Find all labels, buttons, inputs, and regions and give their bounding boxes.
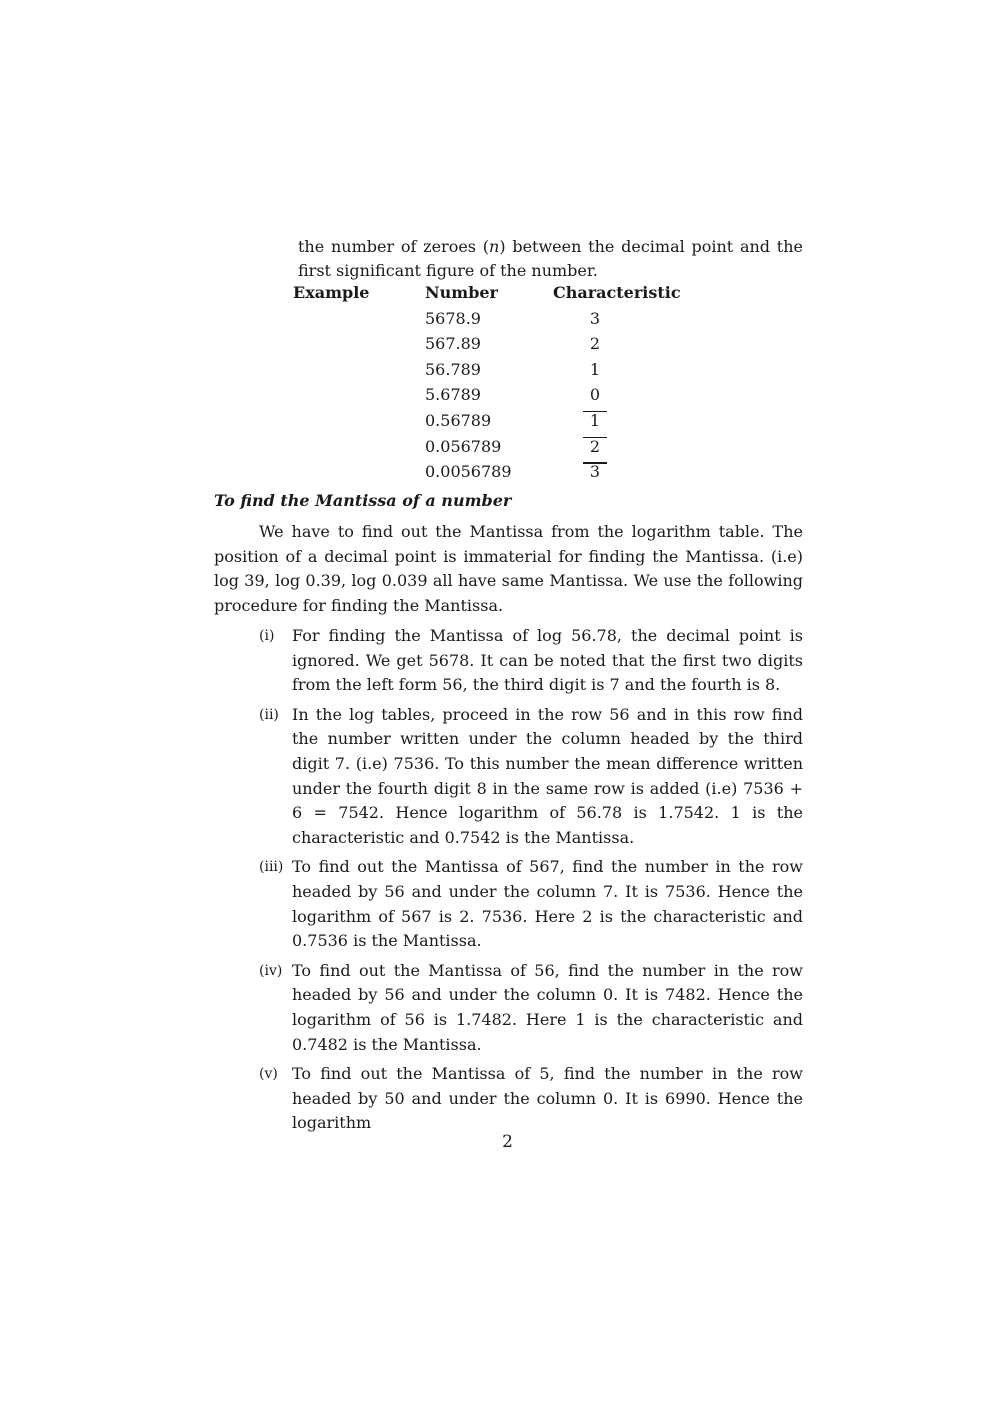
row-number: 56.789 <box>425 359 481 379</box>
page-number: 2 <box>502 1132 513 1152</box>
row-characteristic: 1 <box>589 359 601 379</box>
list-item-number: (iv) <box>259 962 283 979</box>
row-characteristic: 2 <box>589 334 601 354</box>
intro-line-2: first significant figure of the number. <box>298 261 598 280</box>
list-item-text: To find out the Mantissa of 567, find the number in the row headed by 56 and under the column 7. It is 7536. Hence the logarithm of 567 is 2. 7536. Here 2 is the characteristic and 0.7536 is the Mantissa. <box>292 857 803 951</box>
row-number: 567.89 <box>425 334 481 354</box>
intro-text-b: ) between the decimal point and the <box>499 237 804 256</box>
section-heading: To find the Mantissa of a number <box>214 491 512 510</box>
table-row <box>293 411 713 437</box>
intro-variable-n: n <box>489 237 500 256</box>
table-row <box>293 437 713 463</box>
row-number: 5.6789 <box>425 385 481 405</box>
list-item-text: For finding the Mantissa of log 56.78, the decimal point is ignored. We get 5678. It can be noted that the first two digits from the left form 56, the third digit is 7 and the fourth is 8. <box>292 626 803 695</box>
list-item-number: (v) <box>259 1065 278 1082</box>
row-number: 0.0056789 <box>425 462 512 482</box>
row-characteristic-bar: 1 <box>589 410 601 430</box>
row-number: 5678.9 <box>425 308 481 328</box>
list-item-number: (i) <box>259 628 275 644</box>
list-item-text: In the log tables, proceed in the row 56 and in this row find the number written under the column headed by the third digit 7. (i.e) 7536. To this number the mean difference written under the fourth digit 8 in the same row is added (i.e) 7536 + 6 = 7542. Hence logarithm of 56.78 is 1.7542. 1 is the characteristic and 0.7542 is the Mantissa. <box>292 704 803 848</box>
section-paragraph: We have to find out the Mantissa from the logarithm table. The position of a decimal point is immaterial for finding the Mantissa. (i.e) log 39, log 0.39, log 0.039 all have same Mantissa. We use the following procedure for finding the Mantissa. <box>214 522 803 616</box>
table-row <box>293 385 713 411</box>
list-item <box>259 959 803 1058</box>
row-characteristic-bar: 3 <box>589 462 601 482</box>
list-item-text: To find out the Mantissa of 5, find the number in the row headed by 50 and under the column 0. It is 6990. Hence the logarithm <box>292 1063 803 1133</box>
header-number: Number <box>425 283 498 302</box>
header-example: Example <box>293 283 370 302</box>
list-item <box>259 855 803 954</box>
table-row <box>293 462 713 488</box>
row-characteristic-bar: 2 <box>589 436 601 456</box>
list-item <box>259 1062 803 1136</box>
list-item <box>259 624 803 698</box>
intro-paragraph <box>298 235 803 283</box>
list-item-number: (iii) <box>259 859 284 876</box>
procedure-list <box>259 624 803 1141</box>
row-characteristic: 3 <box>589 308 601 328</box>
characteristic-table <box>293 283 713 488</box>
list-item <box>259 703 803 851</box>
table-row <box>293 360 713 386</box>
table-row <box>293 309 713 335</box>
row-number: 0.56789 <box>425 410 492 430</box>
table-row <box>293 334 713 360</box>
row-characteristic: 0 <box>589 385 601 405</box>
table-header <box>293 283 713 309</box>
intro-text-a: the number of zeroes ( <box>298 237 490 256</box>
intro-line-1 <box>298 235 803 259</box>
list-item-text: To find out the Mantissa of 56, find the number in the row headed by 56 and under the column 0. It is 7482. Hence the logarithm of 56 is 1.7482. Here 1 is the characteristic and 0.7482 is the Mantissa. <box>292 960 803 1054</box>
row-number: 0.056789 <box>425 436 502 456</box>
header-characteristic: Characteristic <box>553 283 681 302</box>
list-item-number: (ii) <box>259 706 279 723</box>
